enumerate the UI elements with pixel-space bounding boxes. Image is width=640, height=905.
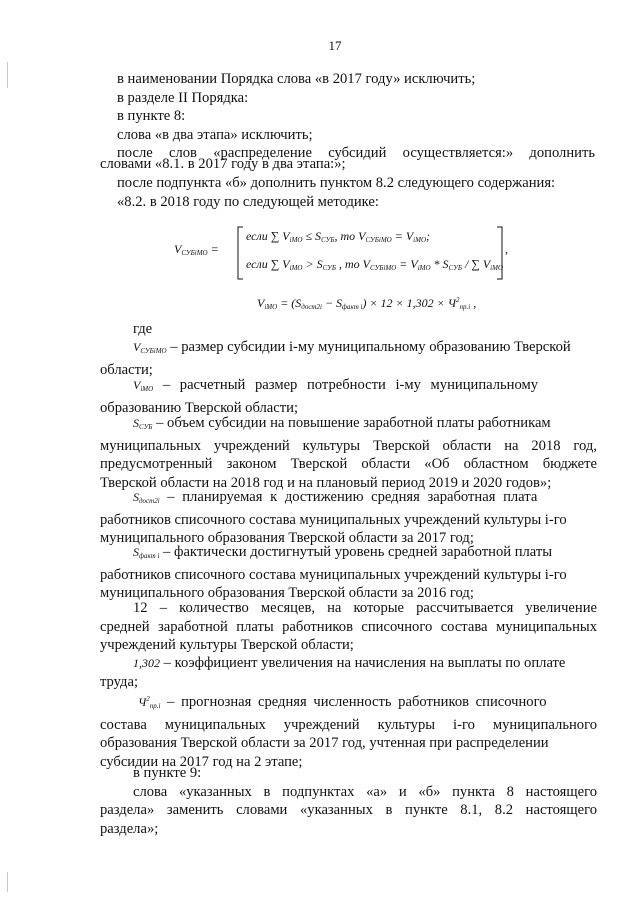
text-line: раздела» заменить словами «указанных в пункте 8.1, 8.2 настоящего bbox=[100, 802, 597, 818]
definition-2 bbox=[100, 376, 595, 417]
definition-3 bbox=[100, 414, 597, 492]
definition-4 bbox=[100, 488, 597, 548]
text-line: словами «8.1. в 2017 году в два этапа:»; bbox=[100, 156, 346, 172]
text-line: – фактически достигнутый уровень средней заработной платы bbox=[159, 544, 553, 560]
text-line: после подпункта «б» дополнить пунктом 8.2 следующего содержания: bbox=[117, 175, 556, 191]
intro-block-2 bbox=[100, 155, 600, 174]
text-line: субсидии на 2017 год на 2 этапе; bbox=[100, 753, 303, 770]
formula-comma: , bbox=[505, 242, 508, 256]
left-margin-mark bbox=[7, 872, 8, 892]
left-margin-mark bbox=[7, 62, 8, 88]
text-line: образованию Тверской области; bbox=[100, 399, 299, 416]
gde-label: где bbox=[133, 321, 153, 337]
text-line: – расчетный размер потребности i-му муниципальному bbox=[153, 377, 539, 393]
symbol: $S_{факт i}$ bbox=[133, 545, 160, 560]
symbol: $S_{СУБ}$ bbox=[133, 416, 153, 431]
text-line: – прогнозная средняя численность работников списочного bbox=[160, 694, 547, 710]
text-line: средней заработной платы работников списочного состава муниципальных bbox=[100, 618, 597, 635]
text-line: состава муниципальных учреждений культуры i-го муниципального bbox=[100, 716, 597, 733]
formula-bracket-left bbox=[235, 225, 245, 281]
text-line: области; bbox=[100, 361, 153, 378]
text-line: в наименовании Порядка слова «в 2017 году» исключить; bbox=[117, 71, 476, 87]
text-line: 12 – количество месяцев, на которые рассчитывается увеличение bbox=[133, 600, 597, 616]
formula-row-2: если ∑ $V_{iМО} > S_{СУБ}$ , то $V_{СУБiМО} = V_{iМО} * S_{СУБ}$ / ∑ $V_{iМО}$ bbox=[246, 257, 504, 272]
text-line: Тверской области на 2018 год и на плановый период 2019 и 2020 годов»; bbox=[100, 474, 552, 491]
symbol: $Ч^2_{пр.i}$ bbox=[138, 695, 161, 710]
text-line: предусмотренный законом Тверской области «Об областном бюджете bbox=[100, 456, 597, 472]
text-line: в пункте 8: bbox=[117, 108, 186, 124]
text-line: – размер субсидии i-му муниципальному образованию Тверской bbox=[166, 339, 571, 355]
symbol: 1,302 bbox=[133, 656, 160, 670]
text-line: муниципального образования Тверской области за 2016 год; bbox=[100, 585, 474, 601]
text-line: работников списочного состава муниципальных учреждений культуры i-го bbox=[100, 511, 567, 528]
definition-6 bbox=[100, 599, 597, 655]
text-line: – коэффициент увеличения на начисления на выплаты по оплате bbox=[160, 655, 566, 671]
intro-block bbox=[117, 70, 595, 163]
page-number: 17 bbox=[328, 38, 342, 53]
formula-need: $V_{iМО} = (S_{дост2i} - S_{факт i}) \times 12 \times 1,302 \times Ч^2_{пр.i}$ , bbox=[257, 296, 477, 311]
text-line: образования Тверской области за 2017 год, учтенная при распределении bbox=[100, 735, 549, 751]
text-line: в разделе II Порядка: bbox=[117, 89, 249, 106]
text-line: после слов «распределение субсидий осуществляется:» дополнить bbox=[117, 145, 595, 161]
closing-block bbox=[100, 764, 597, 838]
symbol: $V_{СУБiМО}$ bbox=[133, 340, 167, 355]
definition-5 bbox=[100, 543, 597, 603]
text-line: работников списочного состава муниципальных учреждений культуры i-го bbox=[100, 566, 567, 583]
formula-lhs: $V_{СУБiМО}$ = bbox=[174, 242, 219, 257]
symbol: $S_{дост2i}$ bbox=[133, 490, 160, 505]
text-line: учреждений культуры Тверской области; bbox=[100, 637, 354, 653]
symbol: $V_{iМО}$ bbox=[133, 378, 154, 393]
text-line: раздела»; bbox=[100, 820, 159, 837]
formula-bracket-right bbox=[495, 225, 505, 281]
text-line: «8.2. в 2018 году по следующей методике: bbox=[117, 193, 379, 210]
text-line: труда; bbox=[100, 673, 138, 690]
formula-row-1: если ∑ $V_{iМО} \le S_{СУБ}$, то $V_{СУБiМО} = V_{iМО}$; bbox=[246, 229, 431, 244]
text-line: слова «в два этапа» исключить; bbox=[117, 126, 313, 143]
text-line: муниципальных учреждений культуры Тверской области на 2018 год, bbox=[100, 437, 597, 454]
definition-7 bbox=[100, 654, 597, 691]
text-line: – объем субсидии на повышение заработной платы работникам bbox=[152, 415, 551, 431]
intro-block-3 bbox=[117, 174, 595, 211]
text-line: – планируемая к достижению средняя заработная плата bbox=[159, 489, 538, 505]
definition-1 bbox=[100, 338, 595, 379]
text-line: в пункте 9: bbox=[133, 765, 202, 781]
text-line: муниципального образования Тверской области за 2017 год; bbox=[100, 530, 474, 546]
text-line: слова «указанных в подпунктах «а» и «б» пункта 8 настоящего bbox=[133, 783, 597, 800]
definition-8 bbox=[100, 690, 597, 771]
